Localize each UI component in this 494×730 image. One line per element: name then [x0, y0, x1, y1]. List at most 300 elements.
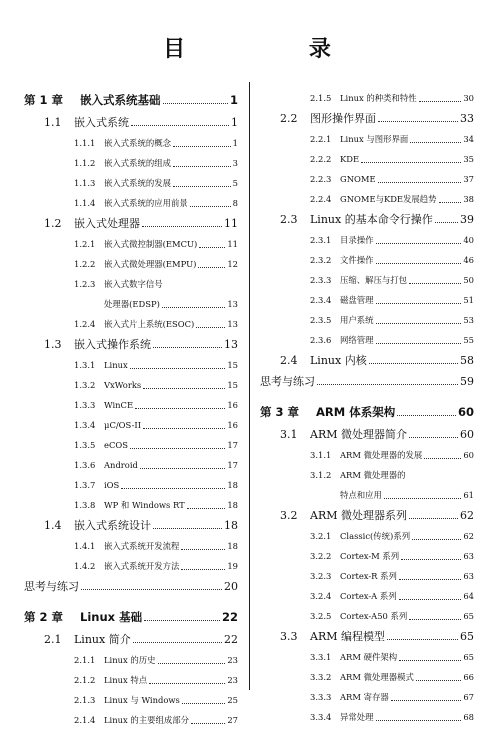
dot-leader — [439, 202, 462, 203]
toc-entry-number: 2.1.3 — [74, 695, 96, 705]
dot-leader — [144, 620, 220, 621]
dot-leader — [435, 222, 458, 223]
toc-entry-title: Cortex-M 系列 — [340, 551, 400, 561]
dot-leader — [376, 343, 462, 344]
dot-leader — [376, 303, 462, 304]
toc-entry-title: 用户系统 — [340, 315, 374, 325]
page-title: 目 录 — [163, 37, 389, 62]
toc-entry-page: 67 — [463, 692, 474, 702]
toc-entry-sub[interactable] — [260, 546, 474, 566]
toc-entry-page: 23 — [227, 675, 238, 685]
toc-entry-number: 第 3 章 — [260, 405, 300, 419]
toc-entry-page: 23 — [227, 655, 238, 665]
dot-leader — [361, 162, 461, 163]
toc-entry-page: 15 — [227, 380, 238, 390]
toc-entry-sub[interactable] — [24, 650, 238, 670]
dot-leader — [369, 363, 458, 364]
toc-entry-title: Cortex-A50 系列 — [340, 611, 408, 621]
toc-entry-sub[interactable] — [260, 647, 474, 667]
dot-leader — [376, 263, 462, 264]
toc-entry-title: Linux — [104, 360, 128, 370]
toc-entry-title: Linux 的主要组成部分 — [104, 715, 190, 725]
dot-leader — [409, 437, 458, 438]
toc-entry-title: Linux 的历史 — [104, 655, 156, 665]
toc-entry-section[interactable] — [24, 213, 238, 234]
toc-entry-sub[interactable] — [260, 445, 474, 465]
toc-entry-page: 68 — [463, 712, 474, 722]
toc-entry-title: GNOME与KDE发展趋势 — [340, 194, 437, 204]
toc-entry-number: 2.2.4 — [310, 194, 332, 204]
toc-entry-page: 25 — [227, 695, 238, 705]
dot-leader — [412, 539, 461, 540]
toc-entry-title: iOS — [104, 480, 120, 490]
toc-entry-title: 嵌入式片上系统(ESOC) — [104, 319, 195, 329]
toc-entry-title: 嵌入式系统的概念 — [104, 138, 171, 148]
toc-entry-number: 3.3 — [280, 630, 298, 643]
toc-entry-number: 1.3.7 — [74, 480, 96, 490]
toc-entry-sub[interactable] — [24, 455, 238, 475]
toc-entry-sub[interactable] — [24, 234, 238, 254]
toc-entry-title: ARM 微处理器简介 — [310, 428, 407, 441]
toc-entry-page: 40 — [463, 235, 474, 245]
toc-entry-sub[interactable] — [260, 330, 474, 350]
toc-entry-page: 18 — [227, 500, 238, 510]
toc-entry-title: 嵌入式数字信号 — [104, 279, 163, 289]
toc-entry-number: 3.3.1 — [310, 652, 332, 662]
toc-entry-page: 18 — [227, 480, 238, 490]
toc-entry-title: Linux 简介 — [74, 633, 131, 646]
toc-entry-sub[interactable] — [260, 667, 474, 687]
toc-entry-section[interactable] — [260, 108, 474, 129]
toc-entry-number: 1.4.1 — [74, 541, 96, 551]
toc-entry-section[interactable] — [260, 350, 474, 371]
dot-leader — [163, 103, 228, 104]
toc-entry-number: 2.2.1 — [310, 134, 332, 144]
toc-entry-sub[interactable] — [260, 606, 474, 626]
toc-entry-page: 38 — [463, 194, 474, 204]
toc-entry-sub[interactable] — [24, 375, 238, 395]
toc-entry-number: 2.4 — [280, 354, 298, 367]
dot-leader — [409, 518, 458, 519]
dot-leader — [131, 125, 229, 126]
toc-entry-sub[interactable] — [24, 395, 238, 415]
toc-entry-page: 39 — [460, 213, 474, 226]
toc-entry-number: 3.1.1 — [310, 450, 332, 460]
toc-entry-number: 2.2.2 — [310, 154, 332, 164]
toc-entry-sub[interactable] — [260, 189, 474, 209]
dot-leader — [198, 267, 225, 268]
toc-entry-title: 处理器(EDSP) — [104, 299, 160, 309]
toc-entry-number: 1.1.3 — [74, 178, 96, 188]
toc-entry-page: 60 — [457, 405, 474, 419]
toc-entry-page: 50 — [463, 275, 474, 285]
toc-entry-sub[interactable] — [260, 230, 474, 250]
toc-entry-page: 60 — [463, 450, 474, 460]
toc-entry-sub[interactable] — [260, 88, 474, 108]
toc-entry-page: 18 — [227, 541, 238, 551]
toc-entry-page: 65 — [463, 652, 474, 662]
toc-entry-page: 1 — [229, 93, 238, 107]
toc-entry-title: ARM 编程模型 — [310, 630, 385, 643]
toc-entry-page: 37 — [463, 174, 474, 184]
dot-leader — [173, 166, 231, 167]
toc-column-left — [24, 88, 238, 730]
toc-entry-title: 异常处理 — [340, 712, 374, 722]
toc-entry-title: 目录操作 — [340, 235, 374, 245]
toc-entry-sub[interactable] — [260, 290, 474, 310]
toc-entry-title: 思考与练习 — [24, 580, 79, 593]
toc-entry-number: 3.2.3 — [310, 571, 332, 581]
toc-entry-page: 20 — [224, 580, 238, 593]
toc-entry-page: 8 — [232, 198, 238, 208]
toc-entry-title: 嵌入式微控制器(EMCU) — [104, 239, 198, 249]
toc-entry-chapter[interactable] — [260, 400, 474, 424]
toc-entry-number: 第 1 章 — [24, 93, 64, 107]
toc-entry-page: 30 — [463, 93, 474, 103]
toc-entry-section[interactable] — [260, 626, 474, 647]
toc-entry-sub[interactable] — [260, 566, 474, 586]
dot-leader — [173, 146, 231, 147]
toc-entry-page: 55 — [463, 335, 474, 345]
toc-entry-page: 63 — [463, 571, 474, 581]
toc-entry-number: 1.4 — [44, 519, 62, 532]
dot-leader — [130, 368, 226, 369]
toc-entry-section[interactable] — [260, 424, 474, 445]
toc-entry-title: Linux 特点 — [104, 675, 148, 685]
toc-entry-number: 1.3.8 — [74, 500, 96, 510]
column-divider — [249, 82, 250, 690]
toc-entry-number: 2.1 — [44, 633, 62, 646]
toc-entry-title: 压缩、解压与打包 — [340, 275, 407, 285]
toc-entry-number: 1.2.2 — [74, 259, 96, 269]
toc-entry-page: 11 — [224, 217, 238, 230]
toc-entry-title: 图形操作界面 — [310, 112, 376, 125]
toc-entry-title: ARM 寄存器 — [340, 692, 389, 702]
dot-leader — [181, 569, 225, 570]
toc-entry-sub[interactable] — [260, 687, 474, 707]
toc-entry-title: ARM 体系架构 — [316, 405, 396, 419]
dot-leader — [409, 283, 461, 284]
toc-entry-number: 2.2.3 — [310, 174, 332, 184]
toc-entry-section[interactable] — [260, 505, 474, 526]
toc-entry-sub[interactable] — [24, 475, 238, 495]
dot-leader — [399, 579, 461, 580]
toc-entry-title: 嵌入式系统的应用前景 — [104, 198, 188, 208]
dot-leader — [378, 121, 458, 122]
toc-entry-page: 18 — [224, 519, 238, 532]
toc-entry-chapter[interactable] — [24, 88, 238, 112]
dot-leader — [191, 723, 225, 724]
toc-entry-title: Cortex-R 系列 — [340, 571, 397, 581]
toc-entry-page: 3 — [232, 158, 238, 168]
dot-leader — [317, 384, 458, 385]
toc-entry-title: 网络管理 — [340, 335, 374, 345]
toc-entry-title: 嵌入式系统 — [74, 116, 129, 129]
toc-entry-page: 58 — [460, 354, 474, 367]
toc-entry-number: 2.1.2 — [74, 675, 96, 685]
toc-entry-title: 嵌入式操作系统 — [74, 338, 151, 351]
toc-entry-sub[interactable] — [24, 536, 238, 556]
toc-entry-section[interactable] — [24, 112, 238, 133]
dot-leader — [401, 559, 461, 560]
dot-leader — [182, 703, 225, 704]
toc-entry-number: 3.2.2 — [310, 551, 332, 561]
toc-entry-title: ARM 微处理器系列 — [310, 509, 407, 522]
toc-entry-title: Linux 基础 — [80, 610, 143, 624]
toc-entry-number: 2.3.3 — [310, 275, 332, 285]
toc-entry-page: 1 — [232, 138, 238, 148]
toc-entry-title: 思考与练习 — [260, 375, 315, 388]
toc-entry-sub[interactable] — [260, 310, 474, 330]
toc-entry-sub[interactable] — [24, 314, 238, 334]
toc-entry-number: 3.3.2 — [310, 672, 332, 682]
toc-entry-number: 2.3 — [280, 213, 298, 226]
toc-entry-number: 3.1 — [280, 428, 298, 441]
toc-entry-sub[interactable] — [24, 415, 238, 435]
toc-entry-number: 1.2.1 — [74, 239, 96, 249]
toc-entry-sub[interactable] — [24, 495, 238, 515]
toc-entry-title: ARM 微处理器的 — [340, 470, 406, 480]
toc-entry-number: 3.1.2 — [310, 470, 332, 480]
toc-entry-number: 1.1.1 — [74, 138, 96, 148]
toc-entry-number: 1.3 — [44, 338, 62, 351]
toc-entry-page: 12 — [227, 259, 238, 269]
toc-entry-number: 2.1.1 — [74, 655, 96, 665]
toc-entry-sub[interactable] — [24, 690, 238, 710]
toc-entry-page: 22 — [221, 610, 238, 624]
toc-entry-page: 33 — [460, 112, 474, 125]
dot-leader — [419, 101, 462, 102]
toc-entry-sub[interactable] — [260, 149, 474, 169]
toc-entry-sub[interactable] — [260, 169, 474, 189]
toc-entry-title: Linux 内核 — [310, 354, 367, 367]
dot-leader — [153, 347, 222, 348]
toc-entry-sub[interactable] — [24, 274, 238, 294]
toc-entry-page: 34 — [463, 134, 474, 144]
dot-leader — [378, 182, 462, 183]
toc-entry-title: VxWorks — [104, 380, 142, 390]
dot-leader — [397, 415, 456, 416]
toc-entry-number: 第 2 章 — [24, 610, 64, 624]
toc-entry-page: 61 — [463, 490, 474, 500]
toc-entry-sub[interactable] — [24, 556, 238, 576]
toc-entry-number: 1.2.4 — [74, 319, 96, 329]
toc-entry-page: 17 — [227, 440, 238, 450]
toc-entry-sub[interactable] — [24, 173, 238, 193]
toc-entry-summary[interactable] — [24, 576, 238, 597]
toc-entry-page: 13 — [224, 338, 238, 351]
toc-entry-number: 3.2.4 — [310, 591, 332, 601]
toc-entry-page: 65 — [460, 630, 474, 643]
toc-entry-title: 特点和应用 — [340, 490, 382, 500]
toc-entry-number: 2.2 — [280, 112, 298, 125]
toc-entry-title: WP 和 Windows RT — [104, 500, 185, 510]
toc-entry-sub[interactable] — [260, 526, 474, 546]
toc-entry-title: WinCE — [104, 400, 134, 410]
toc-entry-sub[interactable] — [24, 355, 238, 375]
toc-entry-number: 1.2.3 — [74, 279, 96, 289]
dot-leader — [149, 683, 225, 684]
toc-entry-sub[interactable] — [24, 710, 238, 730]
toc-entry-number: 2.3.2 — [310, 255, 332, 265]
toc-entry-number: 1.2 — [44, 217, 62, 230]
dot-leader — [143, 428, 225, 429]
toc-entry-title: Linux 的基本命令行操作 — [310, 213, 433, 226]
dot-leader — [143, 388, 225, 389]
toc-entry-page: 16 — [227, 420, 238, 430]
toc-entry-sub[interactable] — [260, 129, 474, 149]
toc-entry-page: 19 — [227, 561, 238, 571]
toc-entry-section[interactable] — [260, 209, 474, 230]
toc-entry-number: 1.1 — [44, 116, 62, 129]
dot-leader — [190, 206, 231, 207]
toc-entry-page: 1 — [231, 116, 238, 129]
toc-entry-number: 2.3.4 — [310, 295, 332, 305]
toc-entry-section[interactable] — [24, 629, 238, 650]
toc-entry-title: GNOME — [340, 174, 376, 184]
toc-entry-section[interactable] — [24, 515, 238, 536]
toc-entry-page: 53 — [463, 315, 474, 325]
toc-entry-page: 60 — [460, 428, 474, 441]
dot-leader — [153, 528, 222, 529]
toc-entry-subcont[interactable] — [260, 485, 474, 505]
toc-entry-title: Android — [104, 460, 138, 470]
toc-entry-title: ARM 微处理器模式 — [340, 672, 414, 682]
dot-leader — [130, 448, 225, 449]
dot-leader — [199, 247, 225, 248]
toc-entry-title: 文件操作 — [340, 255, 374, 265]
dot-leader — [424, 458, 461, 459]
toc-entry-sub[interactable] — [260, 707, 474, 727]
toc-entry-page: 5 — [232, 178, 238, 188]
toc-entry-sub[interactable] — [260, 586, 474, 606]
toc-entry-page: 64 — [463, 591, 474, 601]
toc-entry-sub[interactable] — [260, 270, 474, 290]
toc-entry-sub[interactable] — [24, 133, 238, 153]
toc-entry-number: 1.3.6 — [74, 460, 96, 470]
toc-entry-title: Linux 与 Windows — [104, 695, 180, 705]
toc-entry-page: 62 — [463, 531, 474, 541]
toc-entry-page: 17 — [227, 460, 238, 470]
toc-entry-number: 1.1.2 — [74, 158, 96, 168]
toc-entry-number: 2.1.5 — [310, 93, 332, 103]
toc-entry-sub[interactable] — [24, 435, 238, 455]
toc-entry-title: Linux 的种类和特性 — [340, 93, 417, 103]
toc-entry-title: Cortex-A 系列 — [340, 591, 397, 601]
toc-entry-page: 22 — [224, 633, 238, 646]
dot-leader — [162, 307, 225, 308]
toc-entry-title: ARM 硬件架构 — [340, 652, 398, 662]
toc-entry-sub[interactable] — [24, 670, 238, 690]
toc-entry-page: 13 — [227, 299, 238, 309]
toc-entry-chapter[interactable] — [24, 605, 238, 629]
toc-entry-sub[interactable] — [24, 153, 238, 173]
toc-entry-title: μC/OS-II — [104, 420, 142, 430]
toc-entry-summary[interactable] — [260, 371, 474, 392]
toc-entry-page: 35 — [463, 154, 474, 164]
dot-leader — [399, 660, 461, 661]
toc-entry-sub[interactable] — [260, 465, 474, 485]
toc-entry-number: 1.1.4 — [74, 198, 96, 208]
dot-leader — [140, 468, 225, 469]
toc-entry-title: 嵌入式系统开发方法 — [104, 561, 180, 571]
dot-leader — [391, 700, 462, 701]
toc-entry-page: 11 — [227, 239, 238, 249]
toc-entry-sub[interactable] — [24, 193, 238, 213]
toc-entry-number: 1.4.2 — [74, 561, 96, 571]
toc-entry-title: ARM 微处理器的发展 — [340, 450, 423, 460]
toc-entry-page: 62 — [460, 509, 474, 522]
dot-leader — [376, 323, 462, 324]
toc-entry-number: 3.2.1 — [310, 531, 332, 541]
toc-entry-number: 2.3.5 — [310, 315, 332, 325]
toc-entry-title: Classic(传统)系列 — [340, 531, 411, 541]
dot-leader — [376, 243, 462, 244]
dot-leader — [181, 549, 225, 550]
toc-entry-page: 51 — [463, 295, 474, 305]
dot-leader — [142, 226, 222, 227]
toc-column-right — [260, 88, 474, 727]
toc-entry-page: 65 — [463, 611, 474, 621]
toc-entry-title: 嵌入式微处理器(EMPU) — [104, 259, 197, 269]
dot-leader — [133, 642, 222, 643]
toc-entry-title: KDE — [340, 154, 360, 164]
toc-entry-number: 1.3.3 — [74, 400, 96, 410]
toc-entry-number: 1.3.2 — [74, 380, 96, 390]
toc-entry-page: 63 — [463, 551, 474, 561]
toc-entry-sub[interactable] — [24, 254, 238, 274]
dot-leader — [409, 619, 461, 620]
toc-entry-number: 3.2 — [280, 509, 298, 522]
dot-leader — [135, 408, 225, 409]
toc-entry-number: 2.3.6 — [310, 335, 332, 345]
toc-entry-title: 嵌入式系统的发展 — [104, 178, 171, 188]
dot-leader — [410, 142, 461, 143]
toc-entry-title: 磁盘管理 — [340, 295, 374, 305]
toc-entry-page: 59 — [460, 375, 474, 388]
toc-entry-number: 1.3.5 — [74, 440, 96, 450]
toc-entry-title: 嵌入式系统基础 — [80, 93, 161, 107]
toc-entry-subcont[interactable] — [24, 294, 238, 314]
dot-leader — [173, 186, 231, 187]
toc-entry-page: 15 — [227, 360, 238, 370]
toc-entry-section[interactable] — [24, 334, 238, 355]
toc-entry-title: 嵌入式系统开发流程 — [104, 541, 180, 551]
dot-leader — [121, 488, 225, 489]
toc-entry-title: Linux 与图形界面 — [340, 134, 409, 144]
toc-entry-number: 2.3.1 — [310, 235, 332, 245]
dot-leader — [416, 680, 461, 681]
dot-leader — [196, 327, 225, 328]
dot-leader — [399, 599, 462, 600]
toc-entry-number: 3.3.3 — [310, 692, 332, 702]
toc-entry-number: 2.1.4 — [74, 715, 96, 725]
toc-entry-number: 3.3.4 — [310, 712, 332, 722]
toc-entry-title: eCOS — [104, 440, 128, 450]
toc-entry-page: 16 — [227, 400, 238, 410]
dot-leader — [387, 639, 458, 640]
toc-entry-number: 3.2.5 — [310, 611, 332, 621]
dot-leader — [376, 720, 462, 721]
toc-entry-page: 46 — [463, 255, 474, 265]
toc-entry-number: 1.3.1 — [74, 360, 96, 370]
toc-entry-page: 66 — [463, 672, 474, 682]
dot-leader — [81, 589, 222, 590]
toc-entry-sub[interactable] — [260, 250, 474, 270]
toc-entry-number: 1.3.4 — [74, 420, 96, 430]
dot-leader — [158, 663, 226, 664]
toc-entry-page: 13 — [227, 319, 238, 329]
